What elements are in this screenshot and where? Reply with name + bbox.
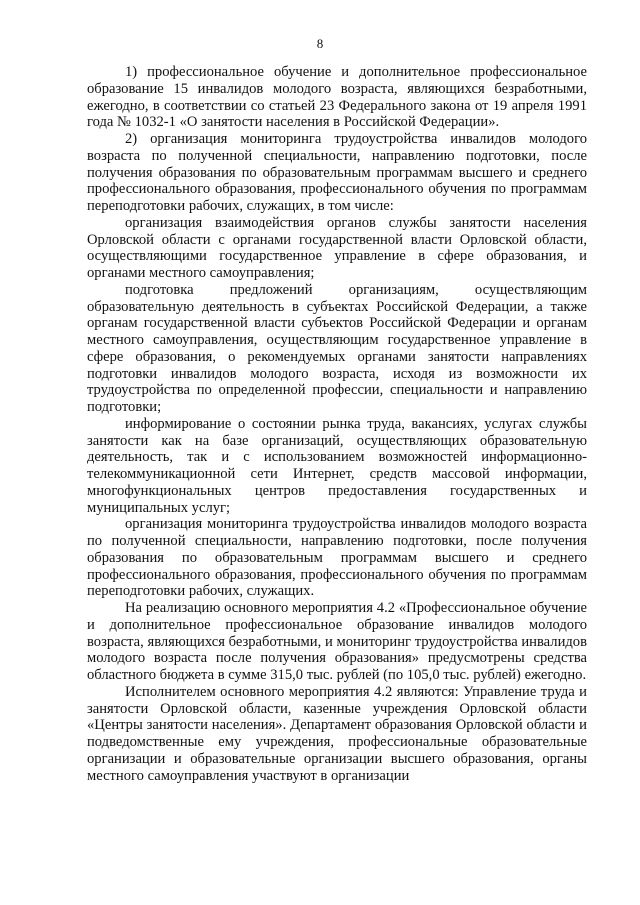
- paragraph-item-2-employment-monitoring: 2) организация мониторинга трудоустройства инвалидов молодого возраста по полученной специальности, направлению подготовки, после получения образования по образовательным программам высшего и среднего профессионального образования, профессионального обучения по программам переподготовки рабочих, служащих, в том числе:: [87, 131, 587, 214]
- paragraph-labor-market-information: информирование о состоянии рынка труда, вакансиях, услугах службы занятости как на базе организаций, осуществляющих образовательную деятельность, так и с использованием возможностей информационно-телекоммуникационной сети Интернет, средств массовой информации, многофункциональных центров предоставления государственных и муниципальных услуг;: [87, 415, 587, 516]
- paragraph-employment-monitoring: организация мониторинга трудоустройства инвалидов молодого возраста по полученной специальности, направлению подготовки, после получения образования по образовательным программам высшего и среднего профессионального образования, профессионального обучения по программам переподготовки рабочих, служащих.: [87, 516, 587, 600]
- paragraph-item-1-vocational-training: 1) профессиональное обучение и дополнительное профессиональное образование 15 инвалидов молодого возраста, являющихся безработными, ежегодно, в соответствии со статьей 23 Федерального закона от 19 апреля 1991 года № 1032-1 «О занятости населения в Российской Федерации».: [87, 64, 587, 131]
- paragraph-executors: Исполнителем основного мероприятия 4.2 являются: Управление труда и занятости Орловской области, казенные учреждения Орловской области «Центры занятости населения». Департамент образования Орловской области и подведомственные ему учреждения, профессиональные образовательные организации и образовательные организации высшего образования, органы местного самоуправления участвуют в организации: [87, 683, 587, 784]
- paragraph-cooperation-with-authorities: организация взаимодействия органов службы занятости населения Орловской области с органами государственной власти Орловской области, осуществляющими государственное управление в сфере образования, и органами местного самоуправления;: [87, 214, 587, 281]
- document-body: [87, 64, 587, 784]
- page-number: 8: [316, 36, 324, 51]
- paragraph-training-proposals: подготовка предложений организациям, осуществляющим образовательную деятельность в субъектах Российской Федерации, а также органам государственной власти субъектов Российской Федерации и органам местного самоуправления, осуществляющим государственное управление в сфере образования, о рекомендуемых органами занятости направлениях подготовки инвалидов молодого возраста, исходя из возможности их трудоустройства по определенной профессии, специальности и направлению подготовки;: [87, 281, 587, 415]
- paragraph-budget-funding: На реализацию основного мероприятия 4.2 «Профессиональное обучение и дополнительное профессиональное образование инвалидов молодого возраста, являющихся безработными, и мониторинг трудоустройства инвалидов молодого возраста после получения образования» предусмотрены средства областного бюджета в сумме 315,0 тыс. рублей (по 105,0 тыс. рублей) ежегодно.: [87, 600, 587, 683]
